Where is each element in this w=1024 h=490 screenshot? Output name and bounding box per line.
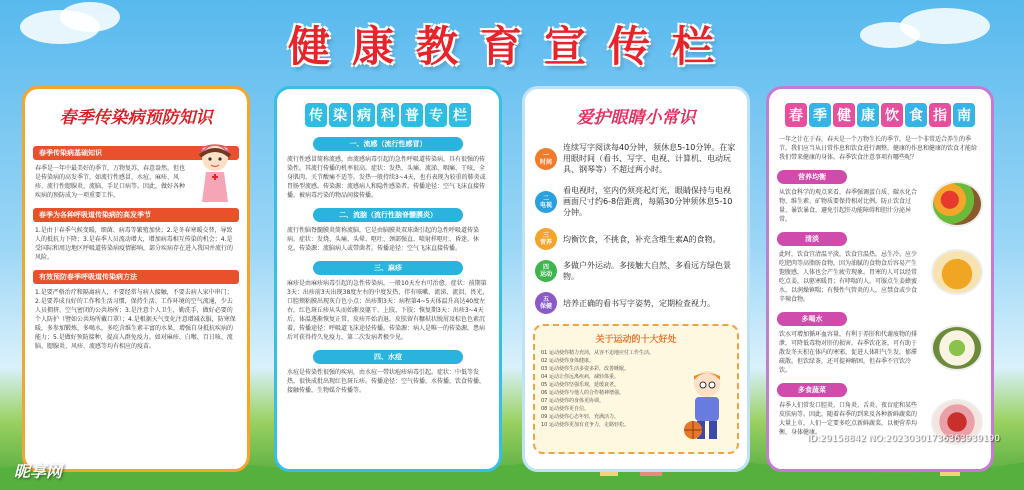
section-bar: 一、流感（流行性感冒）: [313, 137, 463, 151]
basketball-kid-icon: [681, 366, 731, 446]
exercise-badge-icon: 四 运动: [535, 260, 557, 282]
list-item: [535, 292, 737, 314]
list-item: 08 运动使你更自信。: [541, 406, 589, 412]
title-char: 传: [305, 103, 327, 127]
title-char: 健: [833, 103, 855, 127]
section-text: 1.是由于春季气候变暖，细菌、病毒等繁殖加快；2.是冬春寒暖交替，导致人的抵抗力下降；3.是春季人员流动增大，增加病毒相互传染的机会；4.是受国际和周边地区呼吸道传染病疫情影响，部分疾病存在进入我国并流行的风险。: [35, 227, 234, 261]
section-text: 此时，饮食宜清温平淡，饮食宜温热，忌生冷。应少吃肥肉等高脂肪食物，因为油腻的食物食后容易产生饱腹感，人体也会产生疲劳现象。胃寒的人可以经常吃点姜，以驱寒暖胃；有哮喘的人，可服点生姜蜂蜜水，以润燥镇喘；有慢性气管炎的人，应禁食或少食辛辣食物。: [779, 251, 918, 303]
title-char: 专: [425, 103, 447, 127]
list-item: 03 运动使你生活多姿多彩，改善睡眠。: [541, 366, 629, 372]
nurse-illustration-icon: [190, 140, 240, 202]
list-item: 05 运动使你坚强乐观，延缓衰老。: [541, 382, 619, 388]
list-item: 04 运动让你远离疾病，减轻体重。: [541, 374, 619, 380]
section-text: 水痘是传染性很强的疾病，由水痘一带状疱疹病毒引起。症状：中低等发热，很快成批出现红色斑丘疹。传播途径：空气传播，水传播，饮食传播，接触传播，生物媒介传播等。: [287, 369, 486, 394]
tip-text: 看电视时，室内仍须亮起灯光，眼睛保持与电视画面尺寸约6-8倍距离，每隔30分钟须休息5-10分钟。: [563, 186, 733, 217]
section-text: 春季是一年中最美好的季节，万物复苏，春意盎然。但也是传染病的高发季节，如流行性感冒、水痘、麻疹、风疹、流行性腮腺炎、流脑、手足口病等。因此，做好各种疾病的预防成为一项重要工作。: [35, 165, 186, 199]
list-item: 09 运动使你心态年轻，充满活力。: [541, 414, 619, 420]
title-char: 食: [905, 103, 927, 127]
box-title: 关于运动的十大好处: [595, 335, 677, 345]
time-badge-icon: 一 时间: [535, 148, 557, 170]
list-item: 06 运动使你与他人的合作精神增强。: [541, 390, 624, 396]
title-char: 栏: [449, 103, 471, 127]
section-text: 流行性感冒简称流感，由流感病毒引起的急性呼吸道传染病，具有很强的传染性。其流行传播的机率很高。症状：发热、头痛、流涕、咽痛、干咳，全身肌肉、关节酸痛不适等。发热一般持续3~4天，也有表现为较重的肺炎或胃肠型流感。传染源：流感病人和隐性感染者。传播途径：空气飞沫直接传播，被病毒污染的物品间接传播。: [287, 156, 486, 199]
section-bar: 清淡: [777, 232, 847, 246]
list-item: 07 运动使你的身体更协调。: [541, 398, 604, 404]
list-item: [535, 185, 737, 218]
title-char: 饮: [881, 103, 903, 127]
panel-eye-care-tips: [522, 86, 750, 472]
list-item: 01 运动使你精力充沛，从容不迫地应付工作生活。: [541, 350, 654, 356]
title-char: 科: [377, 103, 399, 127]
panel-title: 春季传染病预防知识: [59, 108, 213, 128]
section-bar: 多食蔬菜: [777, 383, 847, 397]
care-badge-icon: 五 保健: [535, 292, 557, 314]
list-item: 10 运动使你更加有竞争力，走路轻松。: [541, 422, 629, 428]
section-text: 流行性脑脊髓膜炎简称流脑，它是由脑膜炎双球菌引起的急性呼吸道传染病。症状：发烧、头痛、头晕、呕吐、颈部强直、喷射样呕吐、昏迷、休克。传染源：流脑病人或带菌者。传播途径：空气飞沫直接传播。: [287, 227, 480, 252]
title-char: 康: [857, 103, 879, 127]
section-bar: 二、流脑（流行性脑脊髓膜炎）: [313, 208, 463, 222]
section-bar: 春季为各种呼吸道传染病的高发季节: [33, 208, 239, 222]
section-bar: 四、水痘: [313, 350, 463, 364]
watermark-logo: 昵享网: [14, 462, 63, 481]
list-item: 02 运动使你身体健康。: [541, 358, 594, 364]
tip-text: 均衡饮食，不挑食，补充含维生素A的食物。: [563, 234, 721, 244]
honey-jar-icon: [931, 249, 983, 295]
title-char: 染: [329, 103, 351, 127]
section-text: 麻疹是由麻疹病毒引起的急性传染病，一般10天左右可治愈。症状：前期第3天：出疹前3天出现38度左右的中度发热，伴有咳嗽、流涕、流泪、畏光，口腔颊粘膜出现灰白色小点；出疹期3天：病程第4~5天体温升高达40度左右，红色斑丘疹从头而始渐及躯干、上肢、下肢；恢复期3天：出疹3~4天后，体温逐渐恢复正常，皮疹开始消退，皮肤留有糠麸状脱屑及棕色色素沉着。传播途径：呼吸道飞沫途径传播。传染源：病人是唯一的传染源。患病后可获得持久免疫力，第二次发病者极少见。: [287, 280, 489, 341]
section-bar: 多喝水: [777, 312, 847, 326]
panel-infectious-disease-science: [274, 86, 502, 472]
tip-text: 连续写字阅读每40分钟，须休息5-10分钟。在家用眼时间（看书、写字、电视、计算机、电动玩具、钢琴等）不超过两小时。: [563, 143, 736, 174]
tip-text: 培养正确的看书写字姿势，定期检查视力。: [563, 298, 715, 308]
title-char: 春: [785, 103, 807, 127]
panel-title: 爱护眼睛小常识: [576, 108, 696, 128]
section-text: 春季人们常发口腔炎、口角炎、舌炎、夜盲症和某些皮肤病等。因此，随着春季的到来及各种新鲜蔬菜的大量上市，人们一定要多吃点新鲜蔬菜，以便营养均衡，身体健康。: [779, 402, 918, 436]
title-char: 普: [401, 103, 423, 127]
section-bar: 营养均衡: [777, 170, 847, 184]
fruit-basket-icon: [931, 181, 983, 227]
image-id-watermark: ID:29158842 NO:20230301736363939190: [807, 434, 1000, 444]
section-bar: 三、麻疹: [313, 261, 463, 275]
section-text: 1.是要严格治疗和隔离病人，不要经常与病人接触，不要去病人家中串门；2.是要养成良好的工作和生活习惯，保持生活、工作环境的空气流通，少去人员拥挤、空气密闭的公共场所；3.是注意个人卫生，勤洗手，做好必要的个人防护（譬如公共场所戴口罩）；4.是根据天气变化注意增减衣服，防寒保暖，多参加锻炼，多喝水，多吃含维生素丰富的水果，增强自身抵抗疾病的能力；5.是做好预防接种，提高人群免疫力。如对麻疹、白喉、百日咳、流脑、腮腺炎、风疹、流感等均有相应的疫苗。: [35, 289, 236, 350]
exercise-benefits-box: [533, 324, 739, 454]
panel-spring-diet-guide: [766, 86, 994, 472]
section-text: 饮水可增加循环血容量，有利于养肝和代谢废物的排泄，可降低毒物对肝的损害。春季饮花茶，可有助于散发冬天积在体内的寒邪，促进人体阳气生发，郁滞疏散。但饮绿茶，还可提神解困，但春季不宜饮冷饮。: [779, 331, 918, 374]
section-text: 从饮食科学的观点来看，春季强调蛋白质、碳水化合物、维生素、矿物质要保持相对比例，防止饮食过量、暴饮暴食，避免引起肝功能障碍和胆汁分泌异常。: [779, 189, 918, 223]
title-char: 病: [353, 103, 375, 127]
tv-badge-icon: 二 电视: [535, 191, 557, 213]
section-bar: 春季传染病基础知识: [33, 146, 239, 160]
tips-list: [535, 142, 737, 314]
section-bar: 有效预防春季呼吸道传染病方法: [33, 270, 239, 284]
panel-title: [769, 103, 991, 127]
title-char: 季: [809, 103, 831, 127]
tea-cup-icon: [931, 325, 983, 371]
list-item: [535, 228, 737, 250]
benefits-list: [541, 349, 671, 429]
panel-title: [277, 103, 499, 127]
title-char: 指: [929, 103, 951, 127]
nutrition-badge-icon: 三 营养: [535, 228, 557, 250]
title-char: 南: [953, 103, 975, 127]
intro-text: 一年之计在于春，春天是一个万物生长的季节，是一个非常适合养生的季节。我们应当从日常作息和饮食进行调整，健康的作息和健康的饮食才能给我们带来健康的身体。春季饮食注意事项有哪些呢？: [779, 136, 978, 161]
list-item: [535, 260, 737, 282]
page-title: 健康教育宣传栏: [287, 22, 736, 71]
tip-text: 多做户外运动。多接触大自然、多看远方绿色景物。: [563, 261, 731, 281]
list-item: [535, 142, 737, 175]
